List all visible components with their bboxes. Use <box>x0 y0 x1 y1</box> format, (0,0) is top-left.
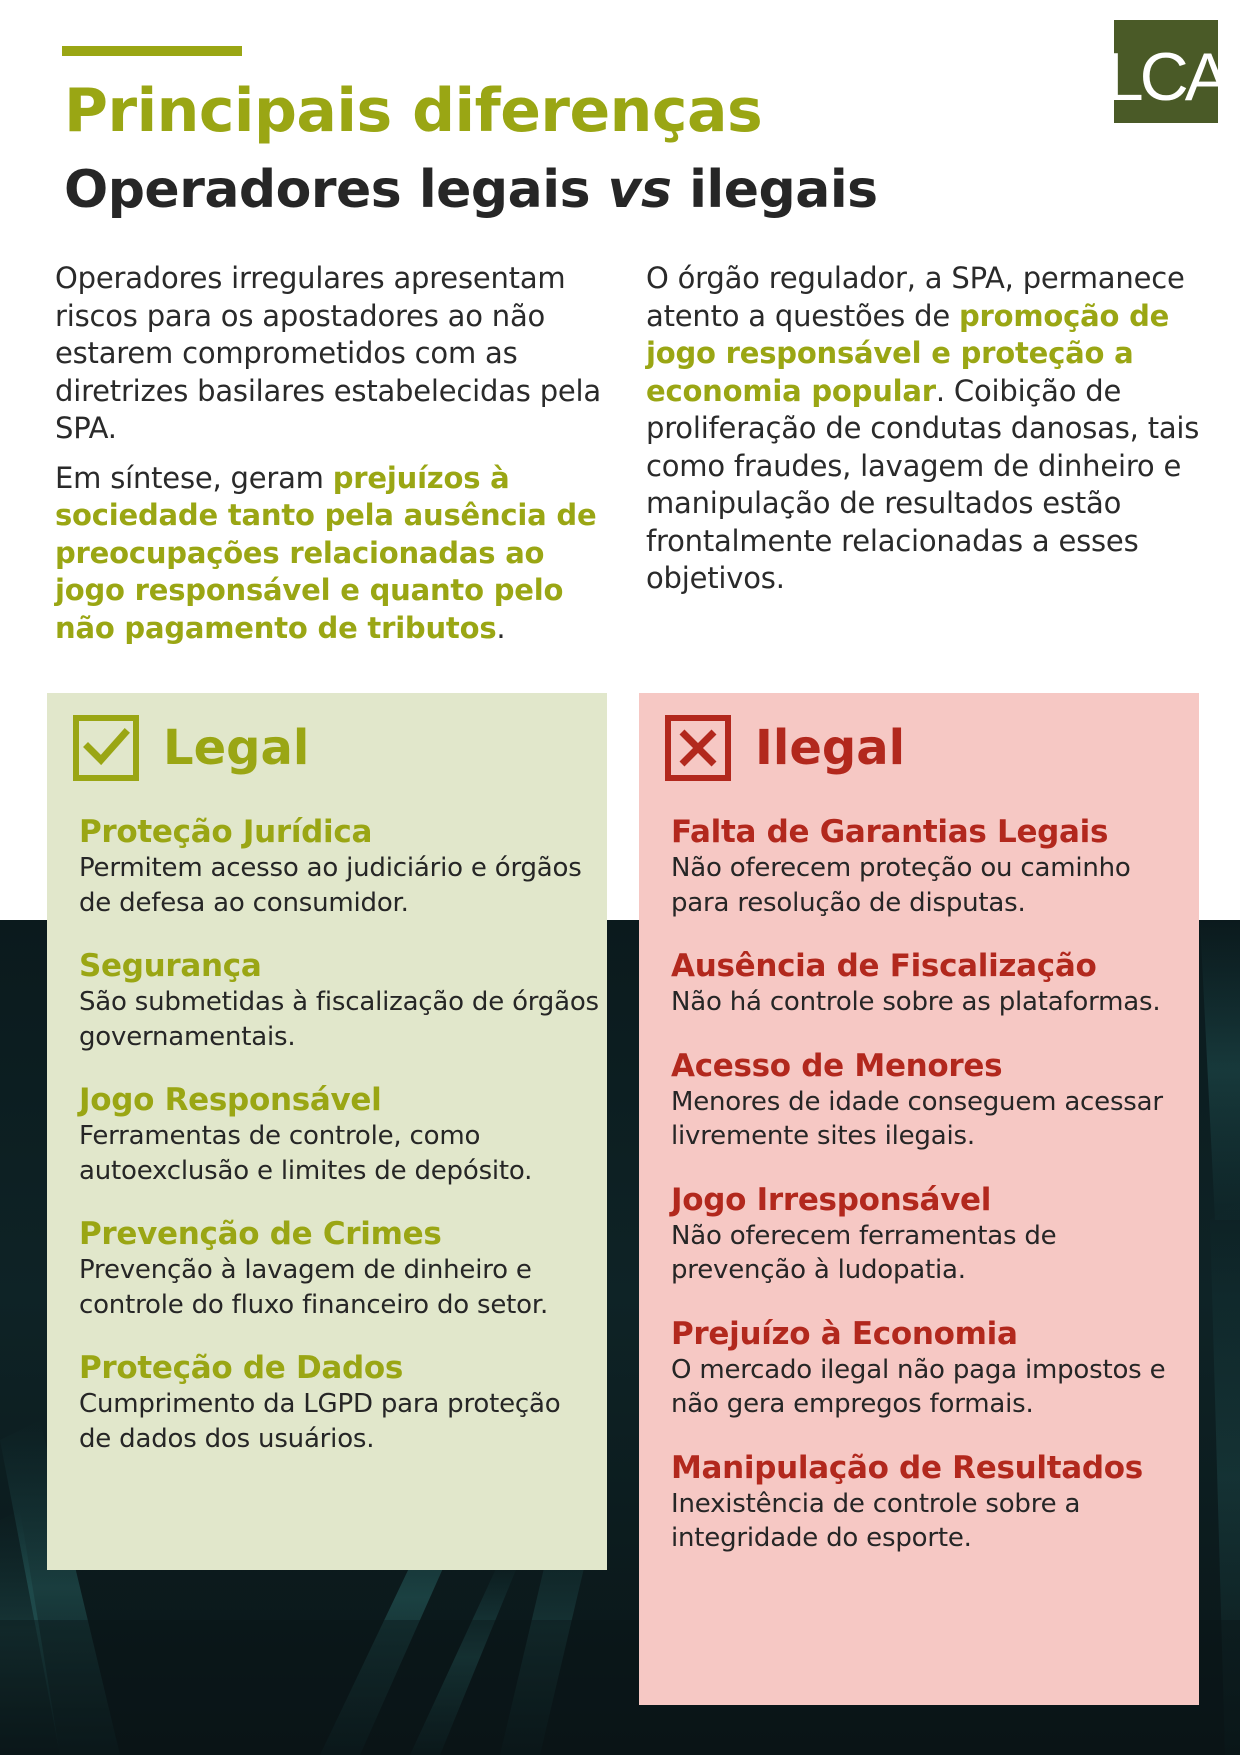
legal-item-prevencao-crimes <box>79 1215 599 1322</box>
ilegal-item-prejuizo-economia <box>671 1315 1191 1422</box>
lca-logo <box>1105 20 1227 123</box>
legal-item-desc: São submetidas à fiscalização de órgãos governamentais. <box>79 987 599 1052</box>
intro-left-paragraph-1: Operadores irregulares apresentam riscos para os apostadores ao não estarem comprometidos com as diretrizes basilares estabelecidas pela SPA. <box>55 261 601 445</box>
intro-right-rest: . Coibição de proliferação de condutas danosas, tais como fraudes, lavagem de dinheiro e manipulação de resultados estão frontalmente relacionadas a esses objetivos. <box>646 373 1200 595</box>
ilegal-item-desc: Não oferecem ferramentas de prevenção à ludopatia. <box>671 1220 1057 1285</box>
legal-item-desc: Permitem acesso ao judiciário e órgãos de defesa ao consumidor. <box>79 853 582 918</box>
intro-left-p2-end: . <box>496 610 506 645</box>
legal-item-title: Segurança <box>79 948 262 984</box>
ilegal-item-falta-garantias <box>671 813 1191 920</box>
header-accent-rule <box>62 46 242 56</box>
page-title: Principais diferenças <box>64 76 763 146</box>
legal-heading: Legal <box>163 720 310 776</box>
ilegal-item-desc: Inexistência de controle sobre a integridade do esporte. <box>671 1488 1081 1553</box>
ilegal-heading: Ilegal <box>755 720 906 776</box>
intro-right-lead: O órgão regulador, a SPA, permanece atento a questões de <box>646 261 1185 333</box>
legal-item-title: Jogo Responsável <box>79 1082 382 1118</box>
ilegal-item-title: Ausência de Fiscalização <box>671 948 1097 984</box>
ilegal-item-acesso-menores <box>671 1047 1191 1154</box>
ilegal-item-desc: Não há controle sobre as plataformas. <box>671 987 1161 1017</box>
ilegal-items-list <box>671 813 1191 1583</box>
intro-left-p2-highlight: prejuízos à sociedade tanto pela ausência de preocupações relacionadas ao jogo responsável e quanto pelo não pagamento de tributos <box>55 460 597 645</box>
ilegal-panel <box>639 693 1199 1705</box>
subtitle-part1: Operadores legais <box>64 160 608 220</box>
ilegal-item-desc: O mercado ilegal não paga impostos e não gera empregos formais. <box>671 1354 1166 1419</box>
legal-item-protecao-dados <box>79 1349 599 1456</box>
legal-item-desc: Ferramentas de controle, como autoexclusão e limites de depósito. <box>79 1121 533 1186</box>
ilegal-item-manipulacao-resultados <box>671 1449 1191 1556</box>
ilegal-item-title: Manipulação de Resultados <box>671 1449 1143 1486</box>
ilegal-item-title: Acesso de Menores <box>671 1047 1003 1084</box>
legal-item-desc: Prevenção à lavagem de dinheiro e controle do fluxo financeiro do setor. <box>79 1255 549 1320</box>
intro-right-column <box>646 260 1206 598</box>
legal-item-desc: Cumprimento da LGPD para proteção de dados dos usuários. <box>79 1389 561 1454</box>
legal-item-seguranca <box>79 947 599 1054</box>
logo-text: LCA <box>1105 39 1227 115</box>
intro-right-highlight: promoção de jogo responsável e proteção a economia popular <box>646 298 1170 408</box>
ilegal-item-title: Prejuízo à Economia <box>671 1315 1018 1352</box>
ilegal-item-jogo-irresponsavel <box>671 1181 1191 1288</box>
legal-item-title: Proteção Jurídica <box>79 814 373 850</box>
ilegal-item-ausencia-fiscalizacao <box>671 947 1191 1020</box>
legal-panel-header <box>73 713 309 783</box>
legal-item-protecao-juridica <box>79 813 599 920</box>
ilegal-item-desc: Menores de idade conseguem acessar livremente sites ilegais. <box>671 1086 1163 1151</box>
intro-left-p2-lead: Em síntese, geram <box>55 460 333 495</box>
subtitle-part2: ilegais <box>671 160 878 220</box>
check-box-icon <box>73 715 139 781</box>
intro-left-column <box>55 260 620 647</box>
intro-left-paragraph-2 <box>55 460 620 648</box>
legal-item-jogo-responsavel <box>79 1081 599 1188</box>
ilegal-item-title: Falta de Garantias Legais <box>671 814 1109 850</box>
x-box-icon <box>665 715 731 781</box>
ilegal-item-title: Jogo Irresponsável <box>671 1181 992 1218</box>
ilegal-item-desc: Não oferecem proteção ou caminho para resolução de disputas. <box>671 853 1131 918</box>
legal-panel <box>47 693 607 1570</box>
subtitle-vs: vs <box>607 160 672 220</box>
intro-right-paragraph <box>646 260 1206 598</box>
legal-items-list <box>79 813 599 1483</box>
legal-item-title: Proteção de Dados <box>79 1350 404 1386</box>
ilegal-panel-header <box>665 713 905 783</box>
page-subtitle <box>64 160 878 220</box>
legal-item-title: Prevenção de Crimes <box>79 1216 442 1252</box>
